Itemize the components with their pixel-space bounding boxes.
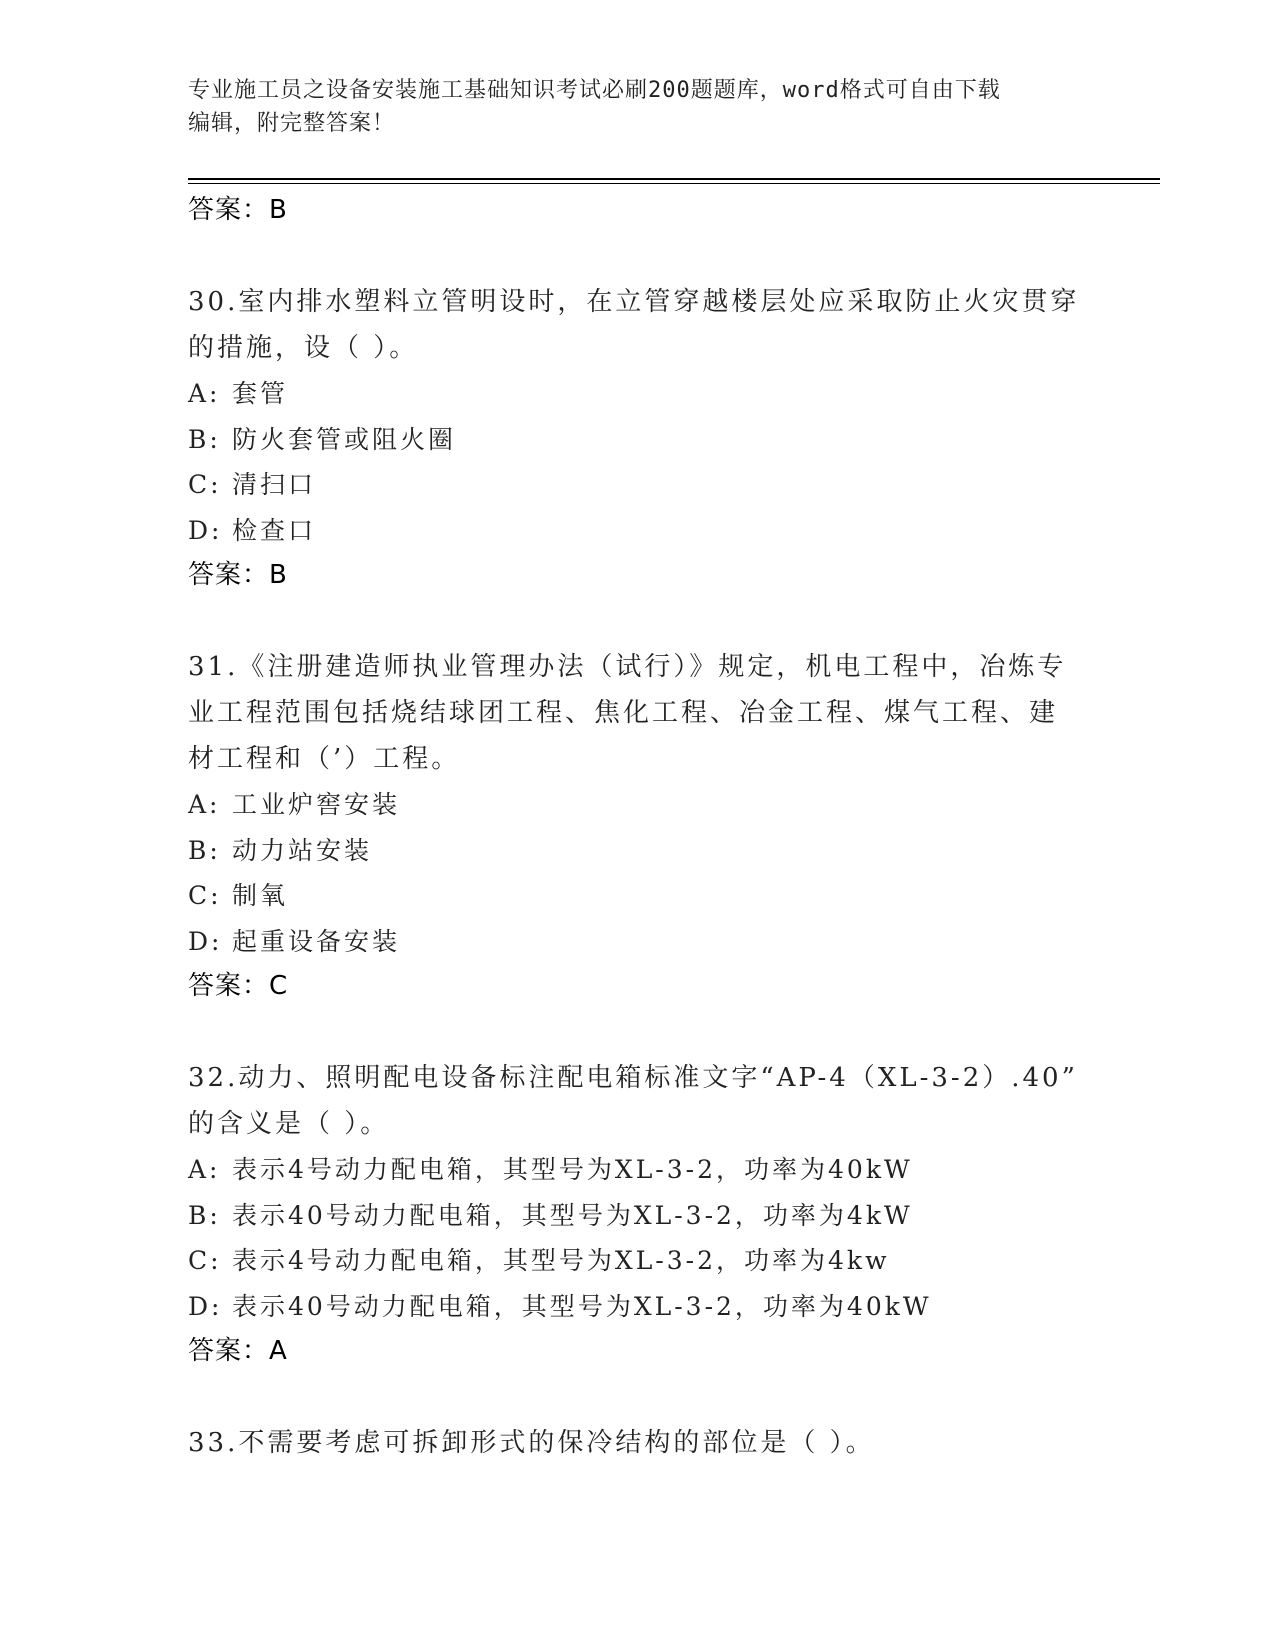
question-text: 的措施，设（ ）。 <box>188 333 419 363</box>
option-letter: A: <box>188 1155 221 1184</box>
question-text: 33.不需要考虑可拆卸形式的保冷结构的部位是（ ）。 <box>188 1428 875 1458</box>
option-a <box>188 1147 1088 1193</box>
option-c <box>188 1238 1088 1284</box>
option-text: 表示4号动力配电箱，其型号为XL-3-2，功率为4kw <box>232 1246 890 1275</box>
page-header <box>188 74 1068 140</box>
option-letter: A: <box>188 379 221 408</box>
option-a <box>188 371 1088 417</box>
option-letter: B: <box>188 424 221 454</box>
option-letter: C: <box>188 1246 222 1275</box>
header-divider <box>188 178 1160 180</box>
option-text: 起重设备安装 <box>232 926 401 956</box>
option-letter: B: <box>188 1200 221 1230</box>
document-body <box>188 188 1088 1466</box>
option-letter: A: <box>188 790 221 819</box>
question-text: 材工程和（’）工程。 <box>188 744 461 774</box>
option-text: 清扫口 <box>232 470 317 499</box>
option-text: 制氧 <box>232 881 289 910</box>
option-letter: D: <box>188 1291 223 1321</box>
option-b <box>188 828 1088 874</box>
option-d <box>188 1284 1088 1330</box>
option-text: 检查口 <box>232 515 317 545</box>
header-divider-thin <box>188 183 1160 184</box>
question-31 <box>188 644 1088 1009</box>
option-letter: D: <box>188 926 223 956</box>
answer-line: 答案：A <box>188 1336 288 1366</box>
question-text: 30.室内排水塑料立管明设时，在立管穿越楼层处应采取防止火灾贯穿 <box>188 287 1080 317</box>
header-line: 专业施工员之设备安装施工基础知识考试必刷200题题库，word格式可自由下载 <box>188 78 1001 103</box>
option-letter: D: <box>188 515 223 545</box>
option-text: 工业炉窖安装 <box>232 790 401 819</box>
answer-line: 答案：B <box>188 560 288 590</box>
question-32 <box>188 1055 1088 1374</box>
option-text: 表示40号动力配电箱，其型号为XL-3-2，功率为4kW <box>232 1200 913 1230</box>
option-letter: C: <box>188 881 222 910</box>
option-text: 表示4号动力配电箱，其型号为XL-3-2，功率为40kW <box>232 1155 913 1184</box>
option-b <box>188 417 1088 463</box>
option-letter: B: <box>188 835 221 865</box>
question-text: 31.《注册建造师执业管理办法（试行）》规定，机电工程中，冶炼专 <box>188 652 1067 682</box>
option-text: 防火套管或阻火圈 <box>232 424 457 454</box>
option-c <box>188 873 1088 919</box>
option-c <box>188 462 1088 508</box>
option-text: 套管 <box>232 379 289 408</box>
option-a <box>188 782 1088 828</box>
question-30 <box>188 279 1088 598</box>
question-33 <box>188 1420 1088 1466</box>
option-d <box>188 508 1088 554</box>
header-line: 编辑，附完整答案！ <box>188 111 396 136</box>
option-d <box>188 919 1088 965</box>
option-text: 表示40号动力配电箱，其型号为XL-3-2，功率为40kW <box>232 1291 932 1321</box>
option-text: 动力站安装 <box>232 835 373 865</box>
question-text: 的含义是（ ）。 <box>188 1109 390 1139</box>
answer-line: 答案：B <box>188 195 288 225</box>
option-b <box>188 1193 1088 1239</box>
option-letter: C: <box>188 470 222 499</box>
question-text: 业工程范围包括烧结球团工程、焦化工程、冶金工程、煤气工程、建 <box>188 698 1059 728</box>
answer-line: 答案：C <box>188 971 289 1001</box>
question-text: 32.动力、照明配电设备标注配电箱标准文字“AP-4（XL-3-2）.40” <box>188 1063 1078 1093</box>
